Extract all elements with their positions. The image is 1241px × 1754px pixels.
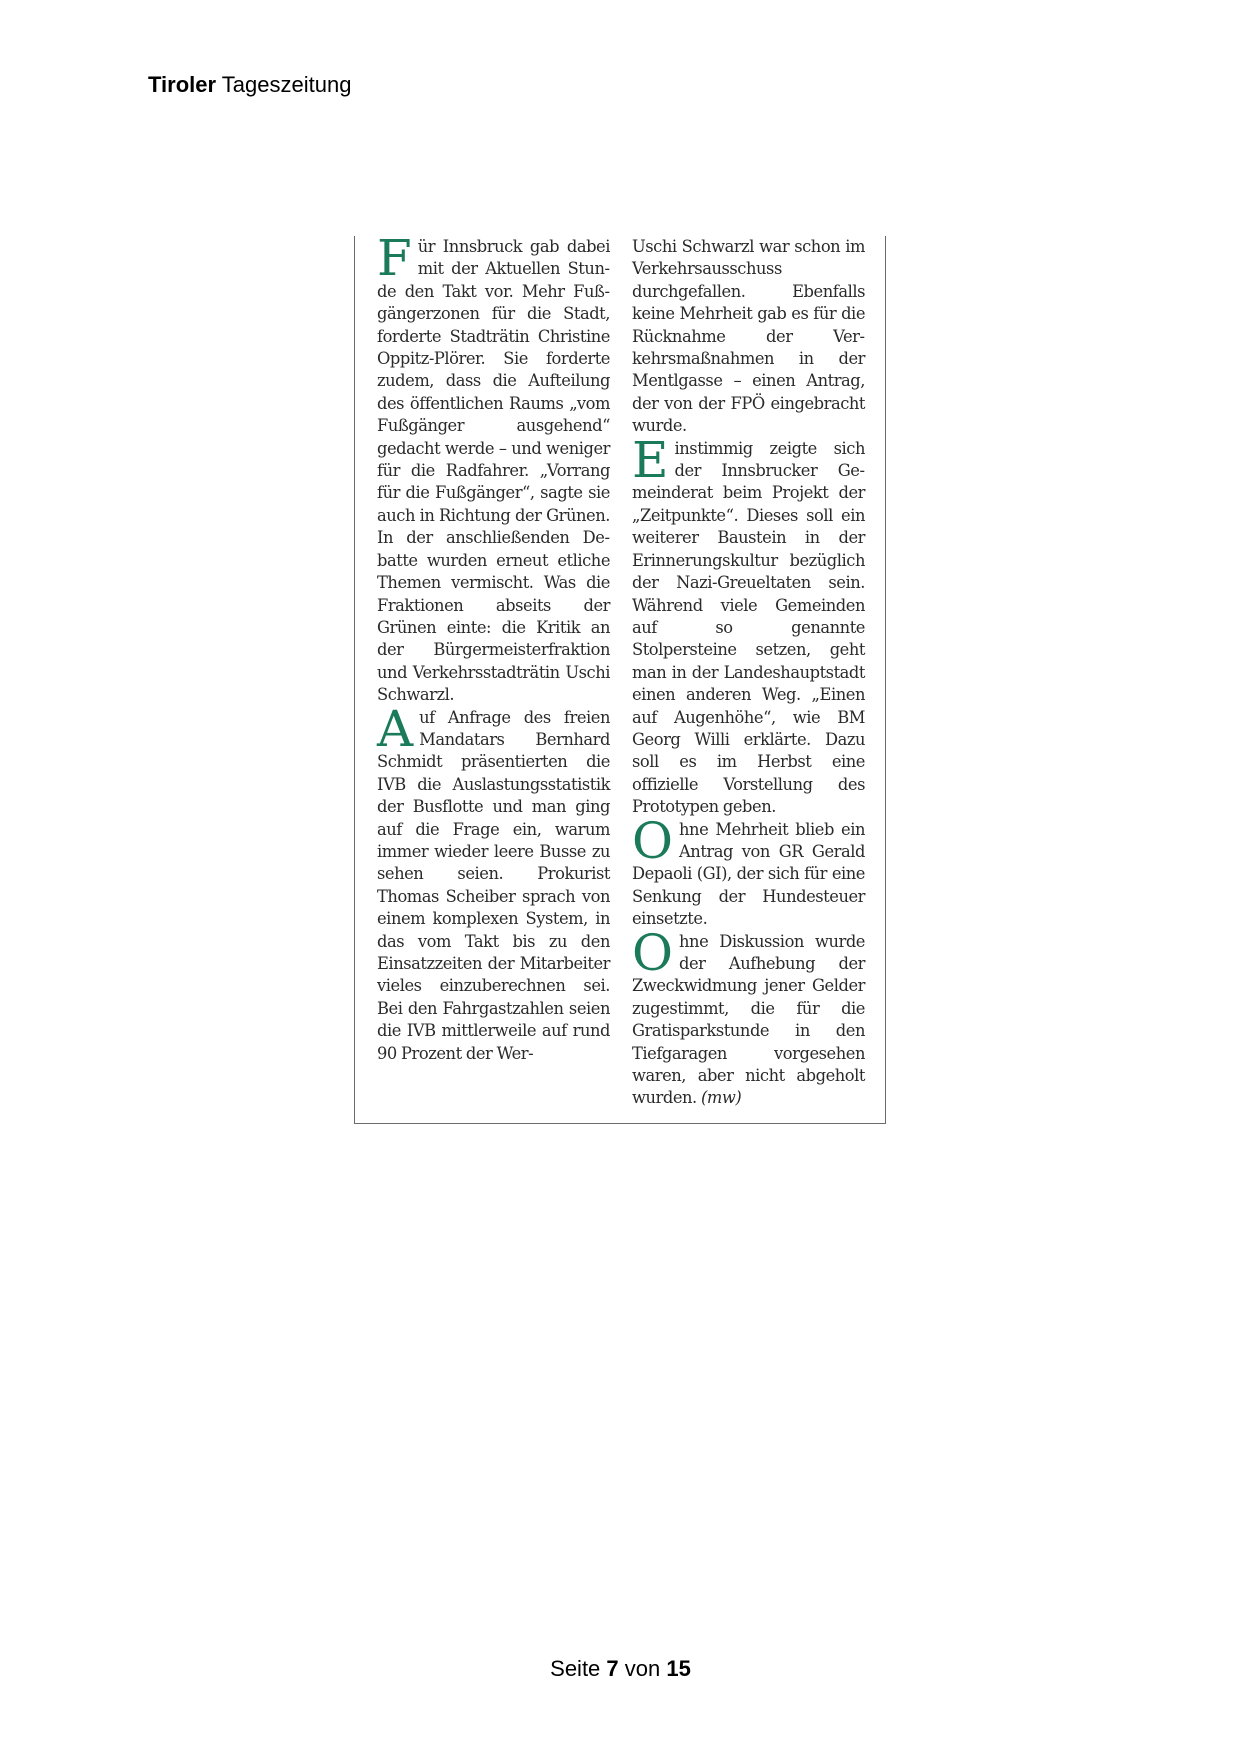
drop-cap: A	[377, 699, 414, 758]
newspaper-brand	[148, 72, 351, 98]
article-paragraph	[632, 923, 865, 1110]
paragraph-text: ür Innsbruck gab dabei mit der Aktuellen Stunde den Takt vor. Mehr Fußgängerzonen für die Stadt, forderte Stadträtin Christine Oppitz-Plörer. Sie forderte zudem, dass die Aufteilung des öffentlichen Raums „vom Fußgänger ausgehend“ gedacht werde – und weniger für die Radfahrer. „Vorrang für die Fußgänger“, sagte sie auch in Richtung der Grünen. In der anschließenden Debatte wurden erneut etliche Themen vermischt. Was die Fraktionen abseits der Grünen einte: die Kritik an der Bürgermeisterfraktion und Verkehrsstadträtin Uschi Schwarzl.	[377, 237, 610, 705]
article-paragraph	[377, 229, 610, 707]
current-page: 7	[606, 1656, 619, 1681]
page-number	[0, 1656, 1241, 1682]
total-pages: 15	[666, 1656, 691, 1681]
article-paragraph	[632, 430, 865, 819]
paragraph-text: hne Diskussion wurde der Aufhebung der Zweckwidmung jener Gelder zugestimmt, die für die Gratisparkstunde in den Tiefgaragen vorgesehen waren, aber nicht abgeholt wurden.	[632, 931, 865, 1108]
page-prefix: Seite	[550, 1656, 607, 1681]
paragraph-text: uf Anfrage des freien Mandatars Bernhard Schmidt präsentierten die IVB die Auslastungsstatistik der Busflotte und man ging auf die Frage ein, warum immer wieder leere Busse zu sehen seien. Prokurist Thomas Scheiber sprach von einem komplexen System, in das vom Takt bis zu den Einsatzzeiten der Mitarbeiter vieles einzuberechnen sei. Bei den Fahrgastzahlen seien die IVB mittlerweile auf rund 90 Prozent der Wer-	[377, 707, 610, 1063]
drop-cap: F	[377, 229, 412, 287]
drop-cap: O	[632, 923, 673, 982]
article-paragraph	[632, 236, 865, 438]
article-paragraph	[377, 699, 610, 1066]
brand-bold-part: Tiroler	[148, 72, 217, 97]
article-column-right	[632, 236, 865, 1110]
paragraph-text: instimmig zeigte sich der Innsbrucker Gemeinderat beim Projekt der „Zeitpunkte“. Dieses soll ein weiterer Baustein in der Erinnerungskultur bezüglich der Nazi-Greueltaten sein. Während viele Gemeinden auf so genannte Stolpersteine setzen, geht man in der Landeshauptstadt einen anderen Weg. „Einen auf Augenhöhe“, wie BM Georg Willi erklärte. Dazu soll es im Herbst eine offizielle Vorstellung des Prototypen geben.	[632, 438, 865, 817]
paragraph-text: hne Mehrheit blieb ein Antrag von GR Gerald Depaoli (GI), der sich für eine Senkung der Hundesteuer einsetzte.	[632, 819, 865, 929]
page-separator: von	[618, 1656, 667, 1681]
article-paragraph	[632, 811, 865, 931]
article-column-left	[377, 229, 610, 1065]
brand-regular-part: Tageszeitung	[216, 72, 352, 97]
drop-cap: O	[632, 811, 673, 870]
drop-cap: E	[632, 430, 669, 489]
author-initials: (mw)	[701, 1088, 742, 1108]
paragraph-text: Uschi Schwarzl war schon im Verkehrsausschuss durchgefallen. Ebenfalls keine Mehrheit gab es für die Rücknahme der Verkehrsmaßnahmen in der Mentlgasse – einen Antrag, der von der FPÖ eingebracht wurde.	[632, 237, 865, 436]
article-clipping	[354, 229, 886, 1124]
